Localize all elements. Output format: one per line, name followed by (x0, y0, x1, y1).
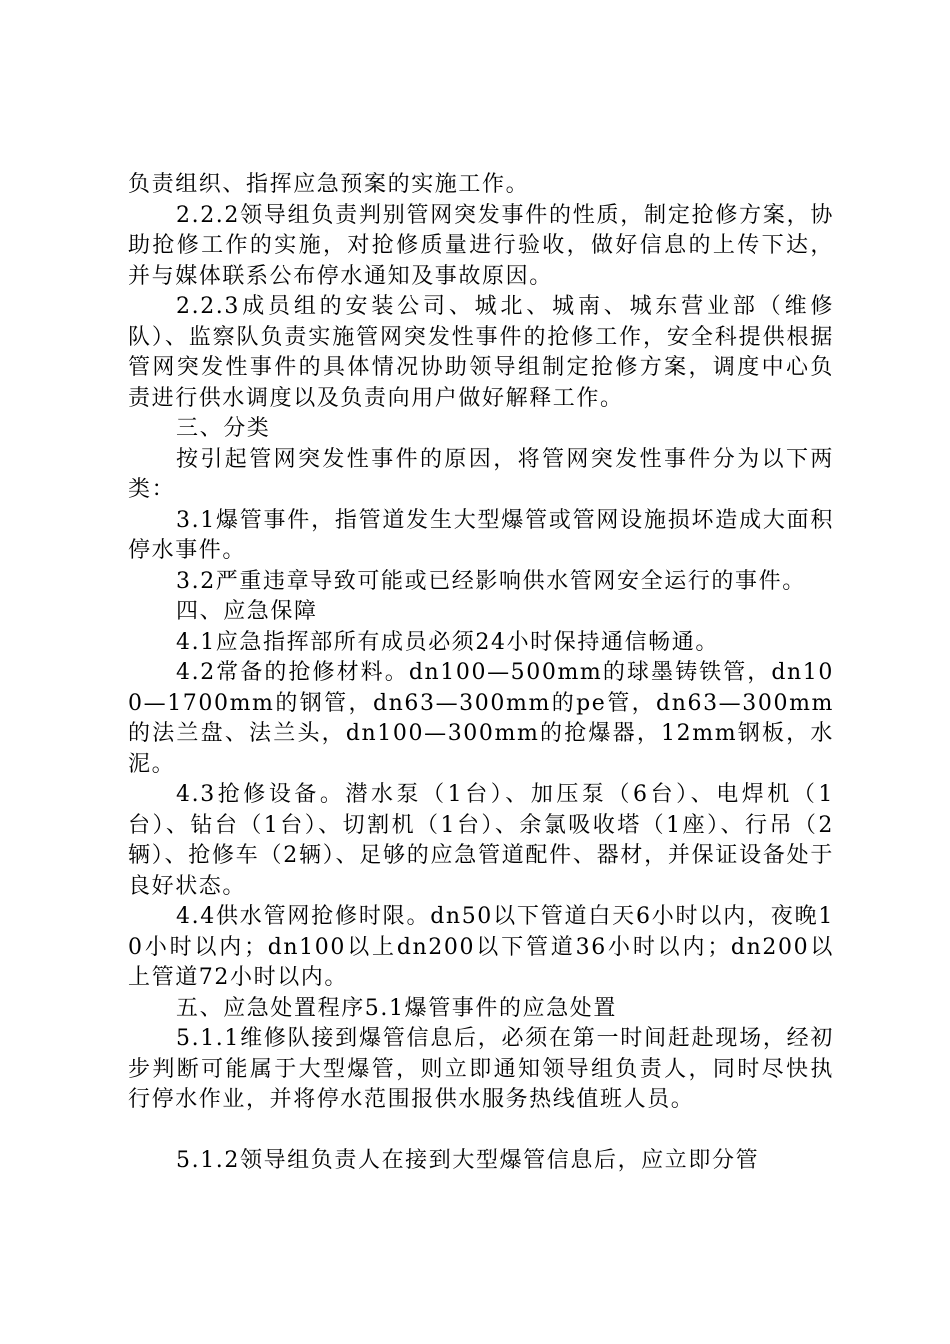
paragraph-4-2: 4.2常备的抢修材料。dn100—500mm的球墨铸铁管，dn100—1700mm的钢管，dn63—300mm的pe管，dn63—300mm的法兰盘、法兰头，dn100—300mm的抢爆器，12mm钢板，水泥。 (128, 660, 834, 777)
document-page (128, 170, 834, 1176)
paragraph-2-2-2: 2.2.2领导组负责判别管网突发事件的性质，制定抢修方案，协助抢修工作的实施，对抢修质量进行验收，做好信息的上传下达，并与媒体联系公布停水通知及事故原因。 (128, 202, 834, 289)
paragraph-responsibility-end: 负责组织、指挥应急预案的实施工作。 (128, 172, 530, 197)
paragraph-classification-intro: 按引起管网突发性事件的原因，将管网突发性事件分为以下两类： (128, 446, 834, 502)
paragraph-3-1: 3.1爆管事件，指管道发生大型爆管或管网设施损坏造成大面积停水事件。 (128, 507, 834, 563)
paragraph-5-1-1: 5.1.1维修队接到爆管信息后，必须在第一时间赶赴现场，经初步判断可能属于大型爆管，则立即通知领导组负责人，同时尽快执行停水作业，并将停水范围报供水服务热线值班人员。 (128, 1026, 834, 1112)
paragraph-3-2: 3.2严重违章导致可能或已经影响供水管网安全运行的事件。 (176, 568, 806, 594)
heading-emergency-support: 四、应急保障 (176, 599, 318, 624)
paragraph-4-3: 4.3抢修设备。潜水泵（1台）、加压泵（6台）、电焊机（1台）、钻台（1台）、切割机（1台）、余氯吸收塔（1座）、行吊（2辆）、抢修车（2辆）、足够的应急管道配件、器材，并保证设备处于良好状态。 (128, 782, 834, 899)
paragraph-4-1: 4.1应急指挥部所有成员必须24小时保持通信畅通。 (176, 629, 719, 655)
paragraph-2-2-3: 2.2.3成员组的安装公司、城北、城南、城东营业部（维修队）、监察队负责实施管网突发性事件的抢修工作，安全科提供根据管网突发性事件的具体情况协助领导组制定抢修方案，调度中心负责进行供水调度以及负责向用户做好解释工作。 (128, 294, 834, 411)
paragraph-4-4: 4.4供水管网抢修时限。dn50以下管道白天6小时以内，夜晚10小时以内；dn100以上dn200以下管道36小时以内；dn200以上管道72小时以内。 (128, 904, 834, 990)
heading-classification: 三、分类 (176, 416, 271, 441)
heading-emergency-procedure: 五、应急处置程序5.1爆管事件的应急处置 (176, 995, 617, 1021)
paragraph-5-1-2: 5.1.2领导组负责人在接到大型爆管信息后，应立即分管 (176, 1147, 760, 1173)
